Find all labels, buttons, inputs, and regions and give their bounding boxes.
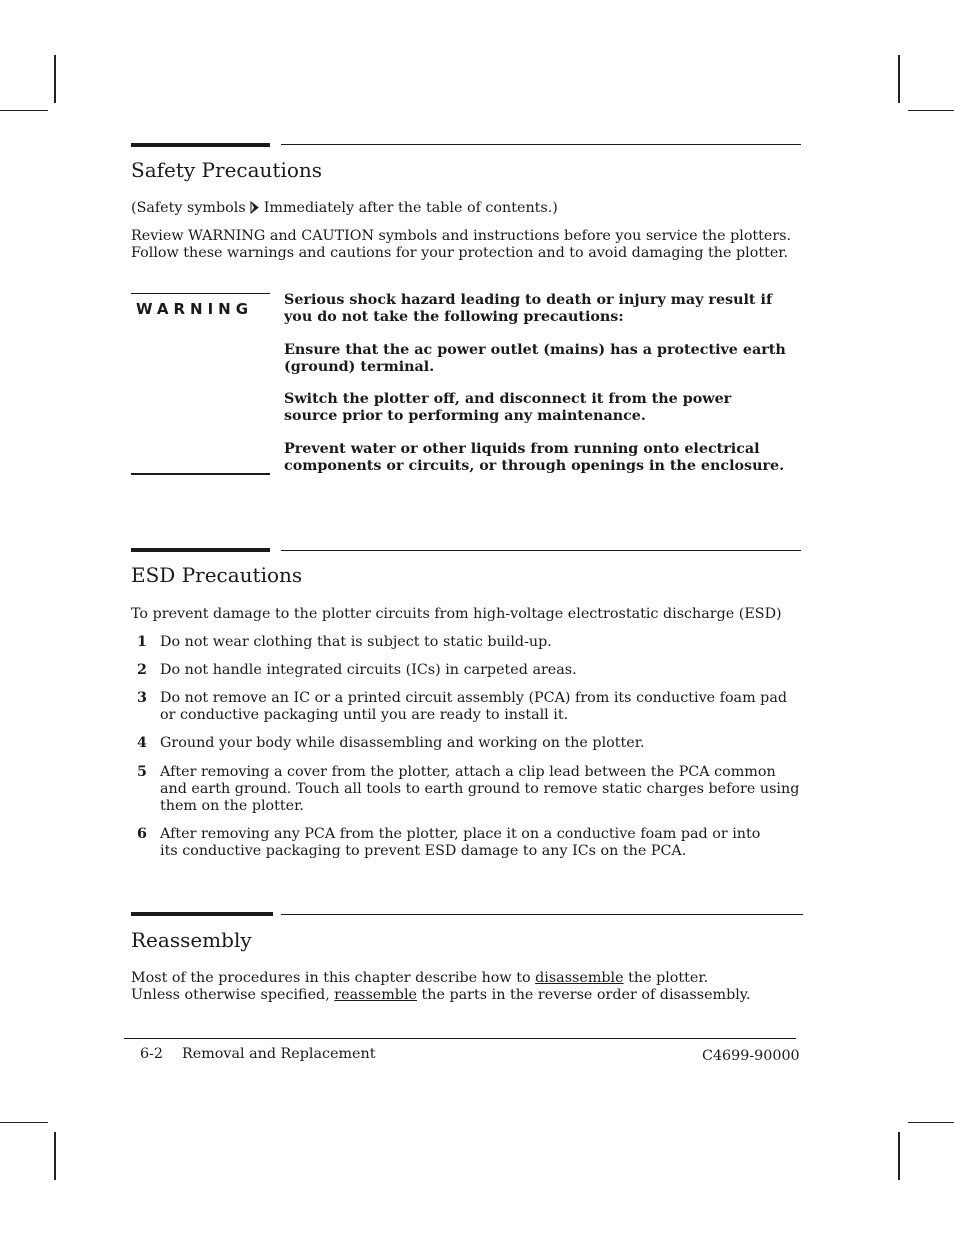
step-number: 6	[137, 826, 147, 842]
section-rule-thick	[131, 548, 270, 552]
step-text: After removing a cover from the plotter, attach a clip lead between the PCA common and earth ground. Touch all tools to earth ground to remove static charges before using them on the plotter.	[160, 764, 800, 814]
section-rule-thin	[281, 144, 801, 145]
warning-rule-bottom	[131, 473, 270, 475]
step-text: Do not handle integrated circuits (ICs) in carpeted areas.	[160, 662, 577, 678]
step-text: Ground your body while disassembling and working on the plotter.	[160, 735, 645, 751]
crop-mark	[54, 1132, 56, 1180]
step-number: 1	[137, 634, 147, 650]
chapter-title: Removal and Replacement	[182, 1046, 376, 1062]
crop-mark	[0, 110, 48, 111]
section-rule-thin	[281, 550, 801, 551]
safety-intro-line2: Follow these warnings and cautions for your protection and to avoid damaging the plotter.	[131, 245, 789, 261]
warning-text: Switch the plotter off, and disconnect it from the power source prior to performing any maintenance.	[284, 391, 732, 424]
safety-intro-line1: Review WARNING and CAUTION symbols and instructions before you service the plotters.	[131, 228, 792, 244]
section-rule-thick	[131, 912, 273, 916]
step-number: 2	[137, 662, 147, 678]
page-number: 6-2	[140, 1046, 164, 1062]
esd-intro: To prevent damage to the plotter circuits from high-voltage electrostatic discharge (ESD)	[131, 606, 782, 622]
section-rule-thick	[131, 143, 270, 147]
warning-label: WARNING	[136, 300, 254, 318]
crop-mark	[0, 1122, 48, 1123]
step-text: Do not remove an IC or a printed circuit assembly (PCA) from its conductive foam pad or conductive packaging until you are ready to install it.	[160, 690, 788, 723]
warning-text: Prevent water or other liquids from running onto electrical components or circuits, or through openings in the enclosure.	[284, 441, 785, 474]
crop-mark	[908, 110, 954, 111]
reassembly-paragraph	[131, 970, 761, 1004]
reassemble-term: reassemble	[334, 987, 417, 1003]
reassembly-text: the parts in the reverse order of disassembly.	[417, 987, 751, 1003]
section-rule-thin	[281, 914, 803, 915]
reassembly-text: Most of the procedures in this chapter describe how to	[131, 970, 536, 986]
section-title-reassembly: Reassembly	[131, 928, 252, 952]
safety-symbols-suffix: Immediately after the table of contents.)	[263, 200, 558, 216]
step-number: 3	[137, 690, 147, 706]
safety-symbols-note	[131, 200, 558, 217]
warning-text: Ensure that the ac power outlet (mains) has a protective earth (ground) terminal.	[284, 342, 786, 375]
small-right-arrow-icon	[250, 201, 259, 214]
step-text: Do not wear clothing that is subject to static build-up.	[160, 634, 552, 650]
crop-mark	[54, 55, 56, 103]
crop-mark	[908, 1122, 954, 1123]
warning-rule-top	[131, 293, 270, 294]
warning-text: Serious shock hazard leading to death or injury may result if you do not take the following precautions:	[284, 292, 773, 325]
reassembly-text: the plotter. Unless otherwise specified,	[131, 970, 709, 1003]
crop-mark	[898, 1132, 900, 1180]
crop-mark	[898, 55, 900, 103]
step-number: 5	[137, 764, 147, 780]
safety-symbols-prefix: (Safety symbols	[131, 200, 246, 216]
disassemble-term: disassemble	[535, 970, 624, 986]
section-title-esd: ESD Precautions	[131, 563, 303, 587]
footer-rule	[124, 1038, 796, 1039]
step-number: 4	[137, 735, 147, 751]
section-title-safety: Safety Precautions	[131, 158, 323, 182]
document-number: C4699-90000	[702, 1048, 800, 1064]
step-text: After removing any PCA from the plotter, place it on a conductive foam pad or into its conductive packaging to prevent ESD damage to any ICs on the PCA.	[160, 826, 761, 859]
